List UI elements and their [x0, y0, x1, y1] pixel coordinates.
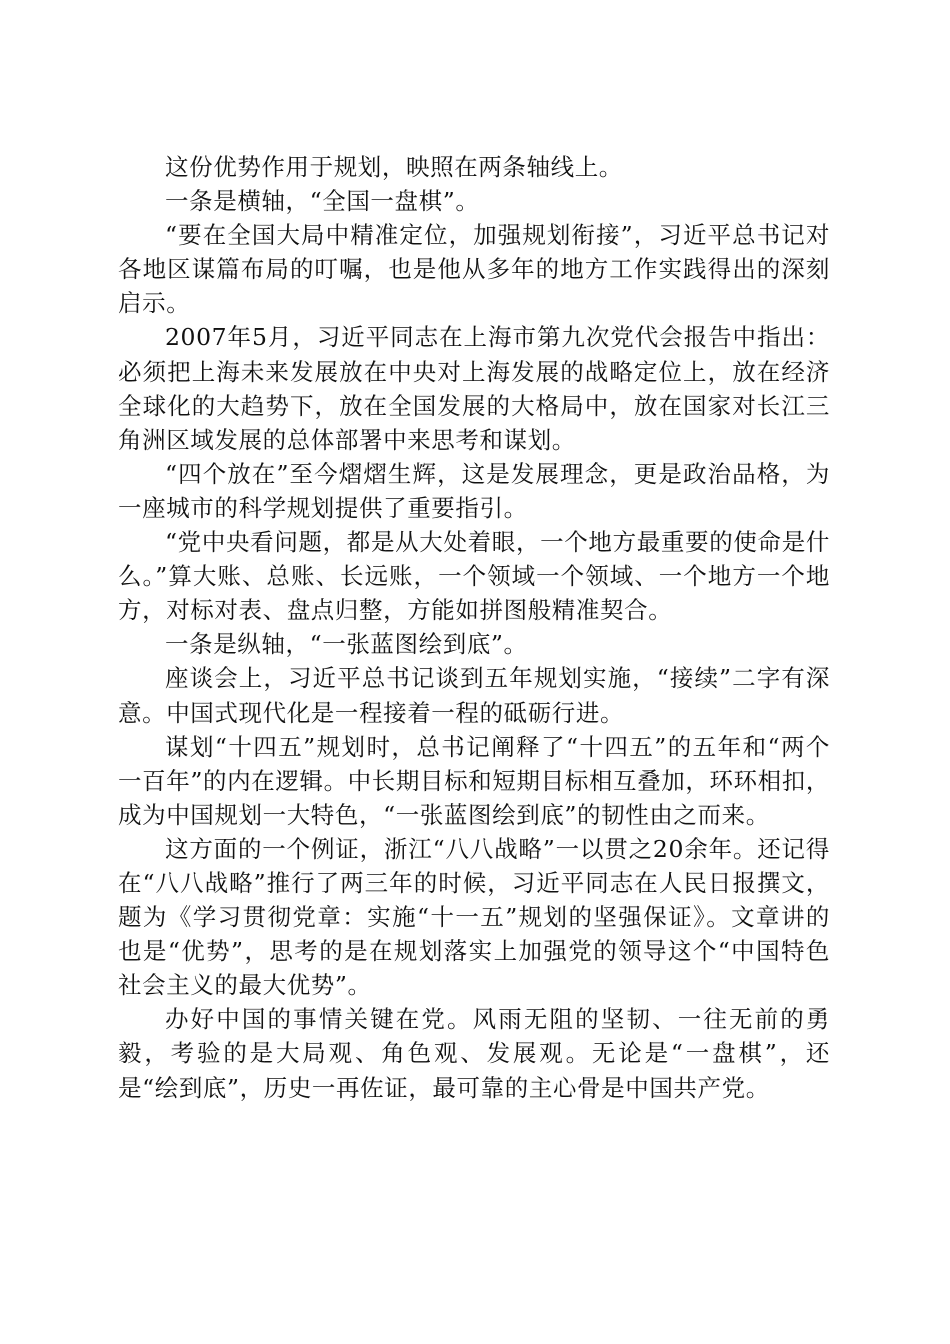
paragraph-5: “四个放在”至今熠熠生辉，这是发展理念，更是政治品格，为一座城市的科学规划提供了重要指引。	[118, 459, 830, 522]
paragraph-3: “要在全国大局中精准定位，加强规划衔接”，习近平总书记对各地区谋篇布局的叮嘱，也是他从多年的地方工作实践得出的深刻启示。	[118, 221, 830, 318]
paragraph-2: 一条是横轴，“全国一盘棋”。	[165, 187, 480, 216]
paragraph-8: 座谈会上，习近平总书记谈到五年规划实施，“接续”二字有深意。中国式现代化是一程接着一程的砥砺行进。	[118, 664, 830, 727]
paragraph-4: 2007年5月，习近平同志在上海市第九次党代会报告中指出：必须把上海未来发展放在中央对上海发展的战略定位上，放在经济全球化的大趋势下，放在全国发展的大格局中，放在国家对长江三角洲区域发展的总体部署中来思考和谋划。	[118, 323, 830, 454]
paragraph-10: 这方面的一个例证，浙江“八八战略”一以贯之20余年。还记得在“八八战略”推行了两三年的时候，习近平同志在人民日报撰文，题为《学习贯彻党章：实施“十一五”规划的坚强保证》。文章讲的也是“优势”，思考的是在规划落实上加强党的领导这个“中国特色社会主义的最大优势”。	[118, 834, 830, 1000]
paragraph-7: 一条是纵轴，“一张蓝图绘到底”。	[165, 630, 528, 659]
paragraph-11: 办好中国的事情关键在党。风雨无阻的坚韧、一往无前的勇毅，考验的是大局观、角色观、发展观。无论是“一盘棋”，还是“绘到底”，历史一再佐证，最可靠的主心骨是中国共产党。	[118, 1005, 830, 1102]
paragraph-6: “党中央看问题，都是从大处着眼，一个地方最重要的使命是什么。”算大账、总账、长远账，一个领域一个领域、一个地方一个地方，对标对表、盘点归整，方能如拼图般精准契合。	[118, 528, 830, 625]
paragraph-9: 谋划“十四五”规划时，总书记阐释了“十四五”的五年和“两个一百年”的内在逻辑。中长期目标和短期目标相互叠加，环环相扣，成为中国规划一大特色，“一张蓝图绘到底”的韧性由之而来。	[118, 732, 830, 829]
paragraph-1: 这份优势作用于规划，映照在两条轴线上。	[165, 153, 623, 181]
article-body	[118, 150, 830, 1105]
